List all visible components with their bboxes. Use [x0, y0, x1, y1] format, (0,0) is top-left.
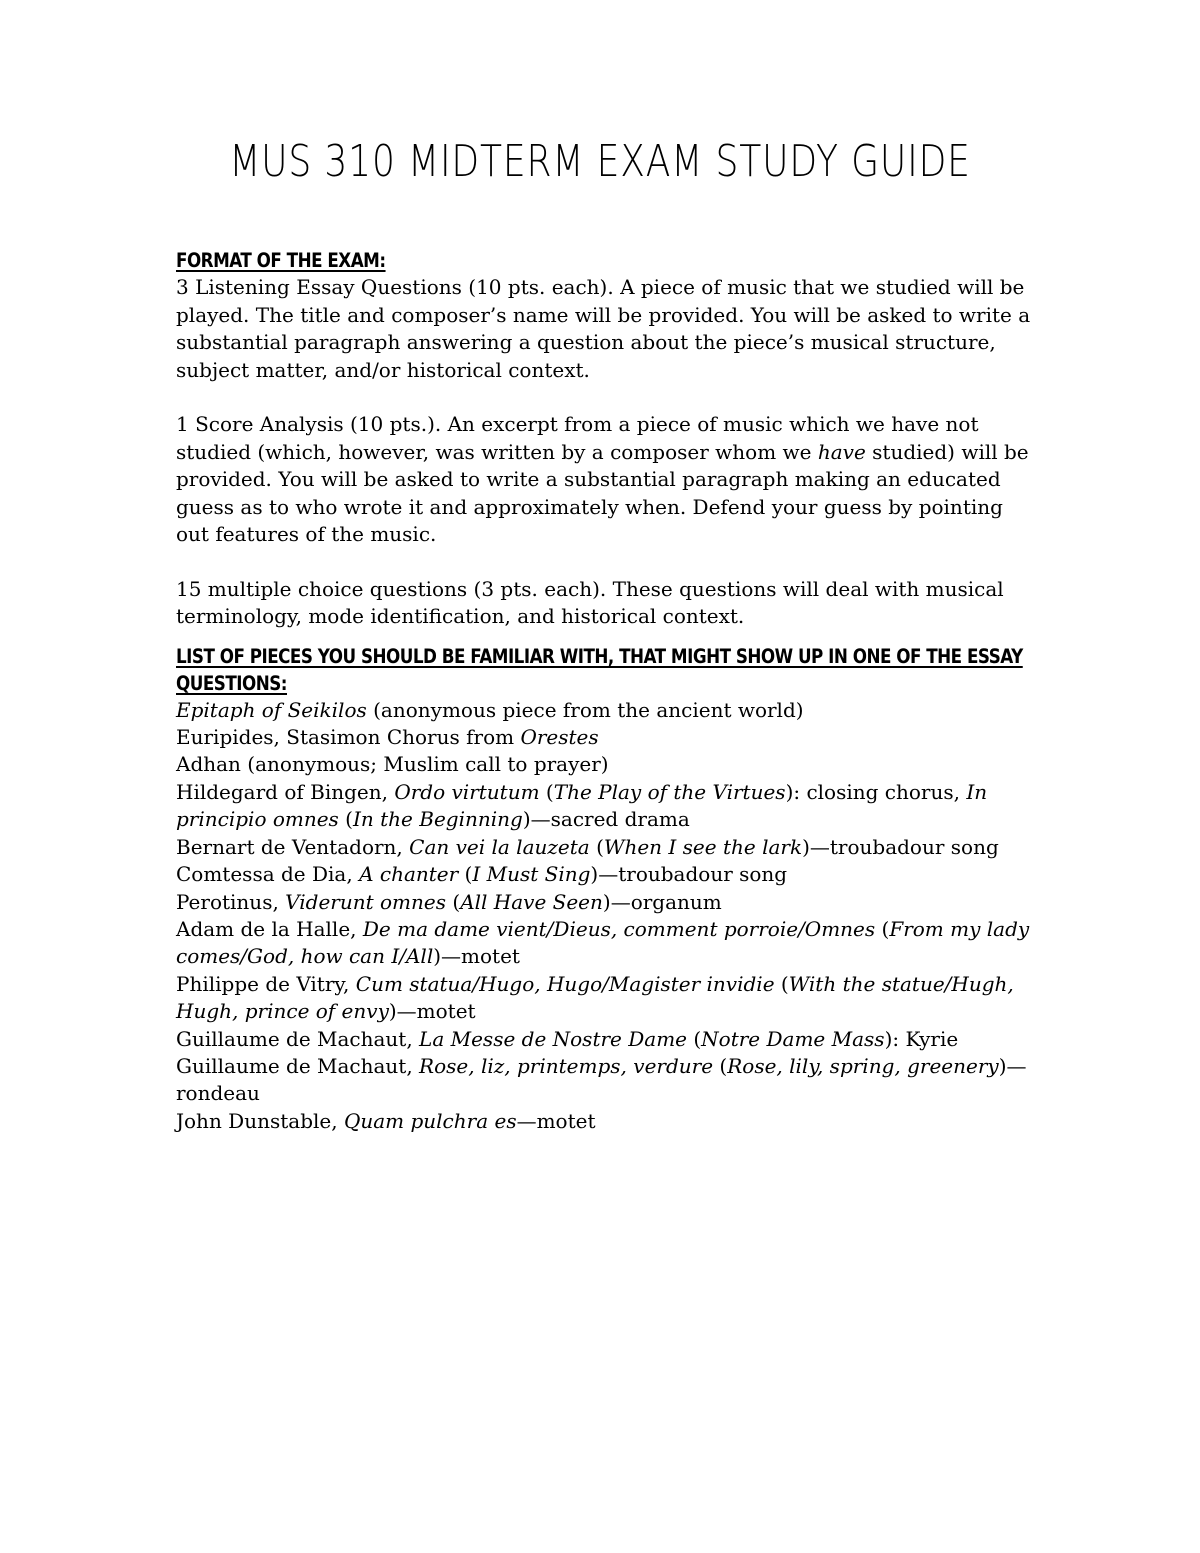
list-item: Adhan (anonymous; Muslim call to prayer) — [176, 752, 609, 777]
text-run: )—motet — [388, 999, 476, 1024]
text-line: terminology, mode identification, and historical context. — [176, 604, 745, 629]
piece-title: De ma dame vient/Dieus, comment porroie/Omnes — [362, 916, 876, 941]
spacer — [176, 548, 1036, 575]
text-run: )—organum — [602, 889, 722, 914]
text-line: out features of the music. — [176, 522, 437, 547]
text-run: Bernart de Ventadorn, — [176, 834, 410, 859]
text-run: Comtessa de Dia, — [176, 862, 360, 887]
piece-translation: When I see the lark — [603, 834, 803, 859]
text-line: subject matter, and/or historical context. — [176, 357, 590, 382]
text-run: ( — [539, 779, 554, 804]
document-body — [176, 247, 1036, 1135]
text-run: Adam de la Halle, — [176, 916, 363, 941]
text-run: ): closing chorus, — [785, 779, 967, 804]
pieces-heading-line-1: LIST OF PIECES YOU SHOULD BE FAMILIAR WITH, THAT MIGHT SHOW UP IN ONE OF THE ESSAY — [176, 644, 1023, 668]
text-run: ( — [774, 971, 789, 996]
text-run: Guillaume de Machaut, — [176, 1053, 420, 1078]
text-run: ( — [338, 807, 353, 832]
text-run: ( — [446, 889, 461, 914]
text-run: ( — [713, 1053, 728, 1078]
list-item-continuation — [176, 998, 1036, 1025]
piece-title: Rose, liz, printemps, verdure — [419, 1053, 714, 1078]
text-run: John Dunstable, — [176, 1108, 344, 1133]
text-run: )—motet — [433, 944, 520, 969]
text-run: )—troubadour song — [802, 834, 999, 859]
text-run: Philippe de Vitry, — [176, 971, 356, 996]
text-line: 1 Score Analysis (10 pts.). An excerpt from a piece of music which we have not — [176, 412, 979, 437]
text-run: studied) will be — [865, 439, 1029, 464]
text-run: ): Kyrie — [884, 1026, 959, 1051]
text-run: —motet — [516, 1108, 596, 1133]
pieces-list — [176, 697, 1036, 1136]
list-item-continuation — [176, 943, 1036, 970]
piece-translation: comes/God, how can I/All — [176, 944, 434, 969]
piece-title: Orestes — [520, 725, 599, 750]
text-run: Perotinus, — [176, 889, 286, 914]
piece-translation: From my lady — [889, 916, 1030, 941]
piece-translation: Hugh, prince of envy — [176, 999, 389, 1024]
text-line: guess as to who wrote it and approximately when. Defend your guess by pointing — [176, 494, 1003, 519]
text-line: substantial paragraph answering a question about the piece’s musical structure, — [176, 330, 996, 355]
piece-title: A chanter — [359, 862, 459, 887]
listening-essay-paragraph — [176, 274, 1036, 384]
score-analysis-paragraph — [176, 411, 1036, 548]
list-item — [176, 779, 1036, 806]
multiple-choice-paragraph — [176, 576, 1036, 631]
piece-title: Quam pulchra es — [343, 1108, 517, 1133]
piece-title: La Messe de Nostre Dame — [419, 1026, 687, 1051]
piece-title: Epitaph of Seikilos — [176, 697, 367, 722]
piece-translation: All Have Seen — [460, 889, 603, 914]
text-run: ( — [589, 834, 604, 859]
piece-translation: In the Beginning — [353, 807, 523, 832]
list-item — [176, 916, 1036, 943]
list-item — [176, 1108, 1036, 1135]
list-item — [176, 889, 1036, 916]
piece-translation: With the statue/Hugh, — [788, 971, 1014, 996]
spacer — [176, 631, 1036, 643]
list-item — [176, 834, 1036, 861]
format-heading: FORMAT OF THE EXAM: — [176, 249, 386, 272]
page-title: MUS 310 MIDTERM EXAM STUDY GUIDE — [229, 136, 971, 187]
piece-translation: I Must Sing — [472, 862, 591, 887]
piece-title: In — [966, 779, 988, 804]
text-run: ( — [458, 862, 473, 887]
piece-title: Viderunt omnes — [285, 889, 447, 914]
text-line: provided. You will be asked to write a substantial paragraph making an educated — [176, 467, 1001, 492]
piece-title: Can vei la lauzeta — [409, 834, 590, 859]
list-item — [176, 1053, 1036, 1080]
piece-title: Ordo virtutum — [394, 779, 540, 804]
text-run: (anonymous piece from the ancient world) — [366, 697, 804, 722]
text-run: ( — [687, 1026, 702, 1051]
piece-translation: Rose, lily, spring, greenery — [727, 1053, 999, 1078]
list-item — [176, 697, 1036, 724]
list-item-continuation — [176, 806, 1036, 833]
piece-title: principio omnes — [176, 807, 339, 832]
piece-translation: The Play of the Virtues — [553, 779, 786, 804]
italic-text: have — [817, 439, 866, 464]
text-line: 15 multiple choice questions (3 pts. each). These questions will deal with musical — [176, 576, 1004, 601]
list-item — [176, 971, 1036, 998]
list-item — [176, 724, 1036, 751]
text-run: Hildegard of Bingen, — [176, 779, 395, 804]
text-run: Euripides, Stasimon Chorus from — [176, 725, 521, 750]
text-line: 3 Listening Essay Questions (10 pts. each). A piece of music that we studied will be — [176, 275, 1025, 300]
text-run: ( — [875, 916, 890, 941]
text-run: )—sacred drama — [522, 807, 690, 832]
text-run: )— — [998, 1053, 1027, 1078]
pieces-heading-line-2: QUESTIONS: — [176, 671, 288, 695]
text-run: Guillaume de Machaut, — [176, 1026, 420, 1051]
text-line — [176, 439, 1036, 466]
piece-translation: Notre Dame Mass — [701, 1026, 885, 1051]
text-run: )—troubadour song — [590, 862, 788, 887]
piece-title: Cum statua/Hugo, Hugo/Magister invidie — [355, 971, 775, 996]
spacer — [176, 384, 1036, 411]
list-item — [176, 1026, 1036, 1053]
text-line: played. The title and composer’s name will be provided. You will be asked to write a — [176, 302, 1031, 327]
list-item — [176, 861, 1036, 888]
text-run: studied (which, however, was written by a composer whom we — [176, 439, 818, 464]
list-item-continuation: rondeau — [176, 1081, 260, 1106]
